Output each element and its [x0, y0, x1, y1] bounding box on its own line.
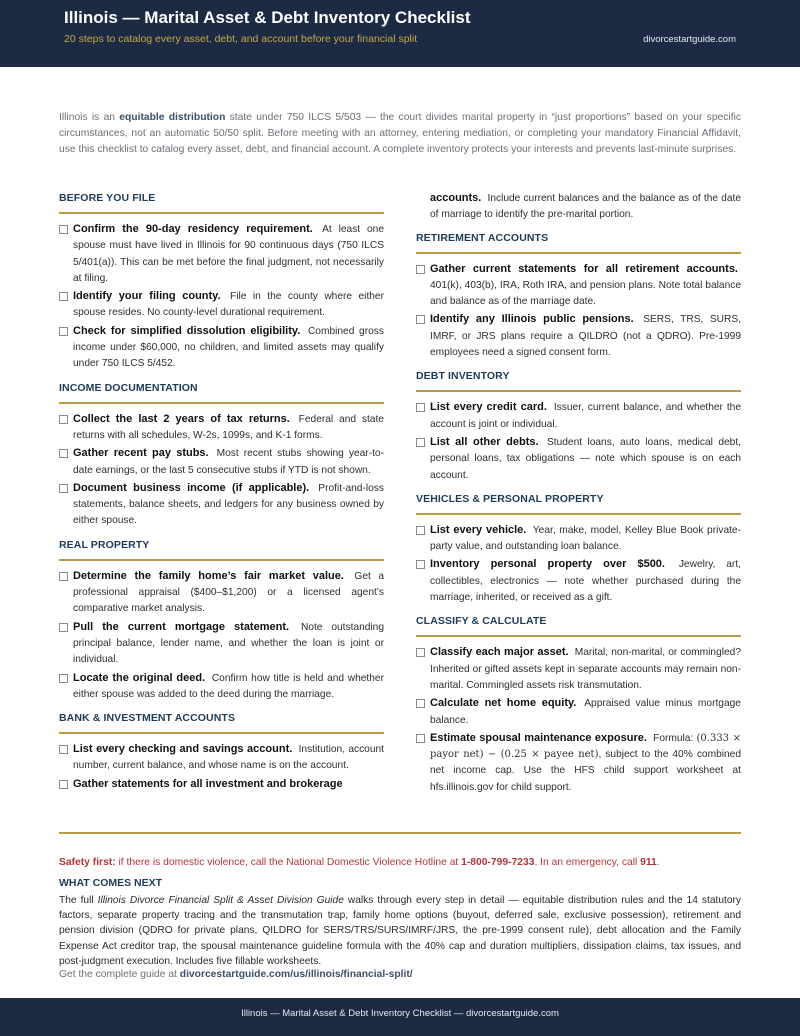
next-text: The full — [59, 895, 98, 906]
intro-paragraph — [59, 110, 741, 157]
checkbox[interactable] — [416, 315, 425, 324]
safety-label: Safety first: — [59, 857, 116, 868]
item-lead: List every credit card. — [430, 401, 547, 414]
item-text: Appraised value minus mortgage balance. — [430, 698, 741, 726]
section-rule — [59, 212, 384, 214]
item-lead: Calculate net home equity. — [430, 697, 577, 710]
checklist-item — [416, 522, 741, 556]
right-column — [416, 190, 741, 797]
section-heading-before-you-file: BEFORE YOU FILE — [59, 192, 156, 204]
checklist-classify — [416, 644, 741, 796]
checkbox[interactable] — [416, 560, 425, 569]
section-heading-debt: DEBT INVENTORY — [416, 370, 510, 383]
checkbox[interactable] — [416, 648, 425, 657]
item-text: Year, make, model, Kelley Blue Book private-party value, and outstanding loan balance. — [430, 524, 741, 553]
checklist-item — [416, 399, 741, 433]
guide-link[interactable]: divorcestartguide.com/us/illinois/financial-split/ — [179, 969, 413, 980]
item-lead: Determine the family home’s fair market value. — [73, 569, 344, 582]
item-lead: List every vehicle. — [430, 523, 527, 536]
item-text: Combined gross income under $60,000, no children, and limited assets may qualify under 750 ILCS 5/452. — [73, 325, 384, 370]
item-lead: accounts. — [430, 192, 482, 204]
item-text: Most recent stubs showing year-to-date earnings, or the last 5 consecutive stubs if YTD is not shown. — [73, 448, 384, 476]
checklist-item — [416, 261, 741, 311]
checklist-bank — [59, 741, 384, 793]
item-text: SERS, TRS, SURS, IMRF, or JRS plans require a QILDRO (not a QDRO). Pre-1999 employees need a signed consent form. — [430, 314, 742, 359]
section-rule — [416, 513, 741, 515]
checkbox[interactable] — [416, 734, 425, 743]
item-text: Profit-and-loss statements, balance sheets, and ledgers for any business owned by either spouse. — [73, 482, 384, 527]
intro-text-rest: state under 750 ILCS 5/503 — the court divides marital property in “just proportions” based on your specific circumstances, not an automatic 50/50 split. Before meeting with an attorney, entering mediation, or completing your mandatory Financial Affidavit, use this checklist to catalog every asset, debt, and financial account. A complete inventory protects your interests and prevents last-minute surprises. — [59, 112, 742, 155]
next-text: walks through every step in detail — equitable distribution rules and the 14 statutory factors, separate property tracing and the transmutation trap, family home options (buyout, deferred sale, exclusive possession), retirement and pension division (QDRO for private plans, QILDRO for SERS/TRS/SURS/IMRF/JRS, the pre-1999 consent rule), debt allocation and the Family Expense Act creditor trap, the spousal maintenance guideline formula with the 40% cap and duration multipliers, dissipation claims, tax issues, and post-judgment execution. Includes five fillable worksheets. — [59, 895, 741, 967]
checkbox[interactable] — [59, 674, 68, 683]
section-heading-vehicles: VEHICLES & PERSONAL PROPERTY — [416, 492, 604, 505]
item-text: , subject to the 40% combined net income cap. Use the HFS child support worksheet at hfs.illinois.gov for child support. — [430, 749, 741, 793]
item-lead: Gather current statements for all retirement accounts. — [430, 262, 738, 275]
checklist-item — [416, 695, 741, 729]
item-text: Student loans, auto loans, medical debt, personal loans, tax obligations — note which spouse is on each account. — [430, 436, 741, 481]
item-lead: Classify each major asset. — [430, 646, 569, 659]
checklist-item — [59, 445, 384, 479]
item-lead: Gather recent pay stubs. — [73, 447, 209, 460]
item-lead: Document business income (if applicable). — [73, 481, 310, 494]
section-rule — [59, 559, 384, 561]
section-rule — [59, 732, 384, 734]
section-heading-classify: CLASSIFY & CALCULATE — [416, 615, 547, 628]
checkbox[interactable] — [416, 438, 425, 447]
what-comes-next-body — [59, 893, 741, 969]
checkbox[interactable] — [59, 780, 68, 789]
checklist-item — [59, 411, 384, 445]
checkbox[interactable] — [59, 327, 68, 336]
section-heading-real-property: REAL PROPERTY — [59, 538, 150, 551]
what-comes-next-heading: WHAT COMES NEXT — [59, 877, 163, 889]
item-lead: Locate the original deed. — [73, 671, 206, 684]
maintenance-formula: (0.333 × payor net) − (0.25 × payee net) — [430, 732, 741, 761]
item-lead: Pull the current mortgage statement. — [73, 620, 290, 633]
item-lead: Check for simplified dissolution eligibility. — [73, 324, 301, 337]
checkbox[interactable] — [59, 484, 68, 493]
checklist-real-property — [59, 568, 384, 703]
site-link[interactable]: divorcestartguide.com — [643, 34, 736, 45]
item-text: Confirm how title is held and whether either spouse was added to the deed during the marriage. — [73, 672, 384, 700]
checklist-item — [416, 434, 741, 484]
item-text: Jewelry, art, collectibles, electronics — note whether purchased during the marriage, inherited, or received as a gift. — [430, 559, 741, 604]
checkbox[interactable] — [59, 415, 68, 424]
item-text: Note outstanding principal balance, lender name, and whether the loan is joint or individual. — [73, 621, 384, 666]
emergency-number[interactable]: 911 — [640, 857, 657, 868]
checkbox[interactable] — [59, 623, 68, 632]
checklist-item — [59, 323, 384, 373]
section-heading-retirement: RETIREMENT ACCOUNTS — [416, 231, 549, 244]
checklist-item — [416, 644, 741, 694]
item-text: At least one spouse must have lived in Illinois for 90 continuous days (750 ILCS 5/401(a)). This can be met before the final judgment, not necessarily at filing. — [73, 224, 384, 284]
item-text: 401(k), 403(b), IRA, Roth IRA, and pension plans. Note total balance and balance as of the marriage date. — [430, 279, 741, 308]
checkbox[interactable] — [59, 292, 68, 301]
checklist-item — [59, 480, 384, 530]
page-header — [0, 0, 800, 67]
item-text: File in the county where either spouse resides. No county-level durational requirement. — [73, 291, 384, 319]
checklist-item — [416, 730, 741, 796]
checklist-item — [59, 288, 384, 322]
item-text: Issuer, current balance, and whether the account is joint or individual. — [430, 402, 741, 430]
safety-notice — [59, 857, 749, 868]
checkbox[interactable] — [59, 225, 68, 234]
item-text: Institution, account number, current balance, and whose name is on the account. — [73, 744, 384, 772]
safety-text: . — [656, 857, 660, 868]
intro-emphasis: equitable distribution — [119, 112, 226, 123]
footer-text: Illinois — Marital Asset & Debt Inventory Checklist — divorcestartguide.com — [241, 1008, 559, 1019]
item-lead: List all other debts. — [430, 435, 539, 448]
section-rule — [416, 252, 741, 254]
guide-cta — [59, 969, 413, 980]
checklist-income — [59, 411, 384, 530]
item-text: Marital, non-marital, or commingled? Inherited or gifted assets kept in separate accounts may remain non-marital. Commingled assets risk transmutation. — [430, 647, 741, 691]
page-footer — [0, 998, 800, 1036]
checklist-debt — [416, 399, 741, 483]
checkbox[interactable] — [59, 572, 68, 581]
hotline-number[interactable]: 1-800-799-7233 — [461, 857, 535, 868]
section-rule — [416, 390, 741, 392]
intro-text-start: Illinois is an — [59, 112, 120, 123]
checklist-item — [416, 311, 741, 361]
item-lead: Collect the last 2 years of tax returns. — [73, 412, 290, 425]
guide-title: Illinois Divorce Financial Split & Asset Division Guide — [97, 895, 344, 906]
cta-text: Get the complete guide at — [59, 969, 180, 980]
item-lead: Gather statements for all investment and brokerage — [73, 777, 343, 790]
checkbox[interactable] — [59, 745, 68, 754]
checkbox[interactable] — [416, 403, 425, 412]
checklist-item-continuation — [416, 190, 741, 224]
checklist-item — [59, 221, 384, 287]
checkbox[interactable] — [416, 699, 425, 708]
checkbox[interactable] — [416, 526, 425, 535]
item-lead: Identify any Illinois public pensions. — [430, 313, 634, 326]
section-rule — [59, 402, 384, 404]
checklist-retirement — [416, 261, 741, 362]
checklist-vehicles — [416, 522, 741, 606]
checklist-item — [416, 556, 741, 606]
checklist-item — [59, 776, 384, 793]
item-text: Federal and state returns with all schedules, W-2s, 1099s, and K-1 forms. — [73, 413, 384, 441]
item-lead: Estimate spousal maintenance exposure. — [430, 731, 647, 744]
checkbox[interactable] — [416, 265, 425, 274]
item-lead: List every checking and savings account. — [73, 743, 293, 756]
section-rule — [416, 635, 741, 637]
item-text: Get a professional appraisal ($400–$1,200) or a licensed agent’s comparative market analysis. — [73, 570, 384, 615]
checklist-item — [59, 619, 384, 669]
item-lead: Identify your filing county. — [73, 290, 221, 303]
checklist-item — [59, 741, 384, 775]
footer-divider — [59, 832, 741, 834]
safety-text: if there is domestic violence, call the National Domestic Violence Hotline at — [115, 857, 462, 868]
safety-text: . In an emergency, call — [534, 857, 641, 868]
page-subtitle: 20 steps to catalog every asset, debt, and account before your financial split — [64, 33, 418, 45]
section-heading-bank: BANK & INVESTMENT ACCOUNTS — [59, 712, 236, 725]
page-title: Illinois — Marital Asset & Debt Inventory Checklist — [64, 8, 471, 27]
item-text: Include current balances and the balance as of the date of marriage to identify the pre-marital portion. — [430, 193, 741, 221]
left-column — [59, 190, 384, 794]
item-lead: Confirm the 90-day residency requirement. — [73, 223, 313, 235]
checklist-item — [59, 670, 384, 704]
item-text: Formula: — [653, 732, 694, 744]
checkbox[interactable] — [59, 449, 68, 458]
checklist-item — [59, 568, 384, 618]
section-heading-income: INCOME DOCUMENTATION — [59, 381, 198, 394]
item-lead: Inventory personal property over $500. — [430, 558, 665, 571]
checklist-before-you-file — [59, 221, 384, 373]
